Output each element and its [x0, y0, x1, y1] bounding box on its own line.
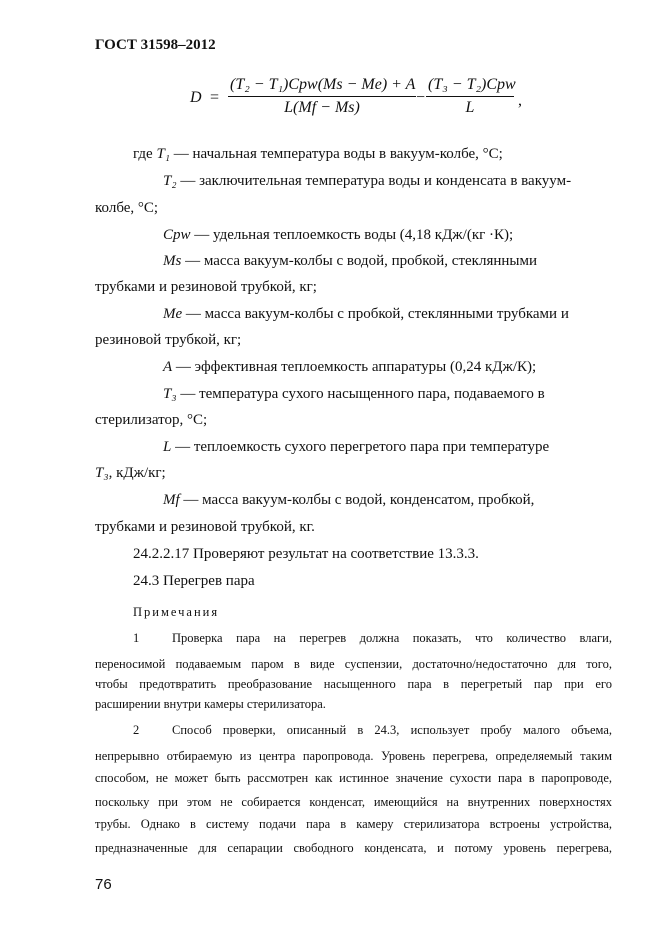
note-2-line-5: трубы. Однако в систему подачи пара в камеру стерилизатора встроены устройства, — [95, 817, 612, 831]
clause-24-2-2-17: 24.2.2.17 Проверяют результат на соответствие 13.3.3. — [133, 546, 479, 562]
fraction-1-numerator: (T₂ − T₁)Cpw(Ms − Me) + A — [230, 76, 416, 93]
def-me: Me — масса вакуум-колбы с пробкой, стеклянными трубками и — [163, 306, 569, 322]
formula-fraction-2 — [426, 76, 514, 117]
formula-comma: , — [518, 92, 522, 109]
note-2-number: 2 — [133, 723, 140, 737]
note-1-number: 1 — [133, 631, 140, 645]
def-t2: T₂ — заключительная температура воды и конденсата в вакуум- — [163, 173, 572, 189]
fraction-1-bar — [228, 96, 416, 97]
note-2-line-2: непрерывно отбираемую из центра паропровода. Уровень перегрева, определяемый таким — [95, 749, 612, 763]
fraction-2-bar — [426, 96, 514, 97]
formula-equals: = — [210, 89, 220, 106]
note-1-line-3: чтобы предотвратить преобразование насыщенного пара в перегретый пар при его — [95, 677, 612, 691]
def-me-cont: резиновой трубкой, кг; — [95, 332, 242, 348]
def-cpw: Cpw — удельная теплоемкость воды (4,18 кДж/(кг ·К); — [163, 227, 514, 243]
def-mf: Mf — масса вакуум-колбы с водой, конденсатом, пробкой, — [163, 492, 535, 508]
note-1-line-2: переносимой подаваемым паром в виде суспензии, достаточно/недостаточно для того, — [95, 657, 612, 671]
note-1-line-1: Проверка пара на перегрев должна показать, что количество влаги, — [172, 631, 612, 645]
page-number: 76 — [95, 876, 112, 893]
notes-title: Примечания — [133, 605, 220, 619]
def-t3: T₃ — температура сухого насыщенного пара, подаваемого в — [163, 386, 545, 402]
def-mf-cont: трубками и резиновой трубкой, кг. — [95, 519, 315, 535]
standard-header: ГОСТ 31598–2012 — [95, 37, 216, 53]
def-ms-cont: трубками и резиновой трубкой, кг; — [95, 279, 317, 295]
def-a: A — эффективная теплоемкость аппаратуры (0,24 кДж/К); — [163, 359, 537, 375]
formula-minus: − — [416, 89, 426, 106]
clause-24-3-heading: 24.3 Перегрев пара — [133, 573, 255, 589]
formula-fraction-1 — [228, 76, 416, 117]
note-2-line-1: Способ проверки, описанный в 24.3, использует пробу малого объема, — [172, 723, 612, 737]
def-l: L — теплоемкость сухого перегретого пара при температуре — [163, 439, 550, 455]
note-1-line-4: расширении внутри камеры стерилизатора. — [95, 697, 326, 711]
formula-lhs: D — [190, 89, 202, 106]
fraction-1-denominator: L(Mf − Ms) — [284, 99, 360, 116]
def-t3-cont: стерилизатор, °С; — [95, 412, 208, 428]
note-2-line-4: поскольку при этом не собирается конденсат, имеющийся на внутренних поверхностях — [95, 795, 612, 809]
def-l-cont: T₃, кДж/кг; — [95, 465, 166, 481]
note-2-line-6: предназначенные для сепарации свободного конденсата, и потому уровень перегрева, — [95, 841, 612, 855]
note-2-line-3: способом, не может быть рассмотрен как истинное значение сухости пара в паропроводе, — [95, 771, 612, 785]
def-t2-cont: колбе, °С; — [95, 200, 159, 216]
fraction-2-numerator: (T₃ − T₂)Cpw — [428, 76, 516, 93]
fraction-2-denominator: L — [465, 99, 475, 116]
def-ms: Ms — масса вакуум-колбы с водой, пробкой, стеклянными — [163, 253, 538, 269]
def-t1: где T₁ — начальная температура воды в вакуум-колбе, °С; — [133, 146, 503, 162]
